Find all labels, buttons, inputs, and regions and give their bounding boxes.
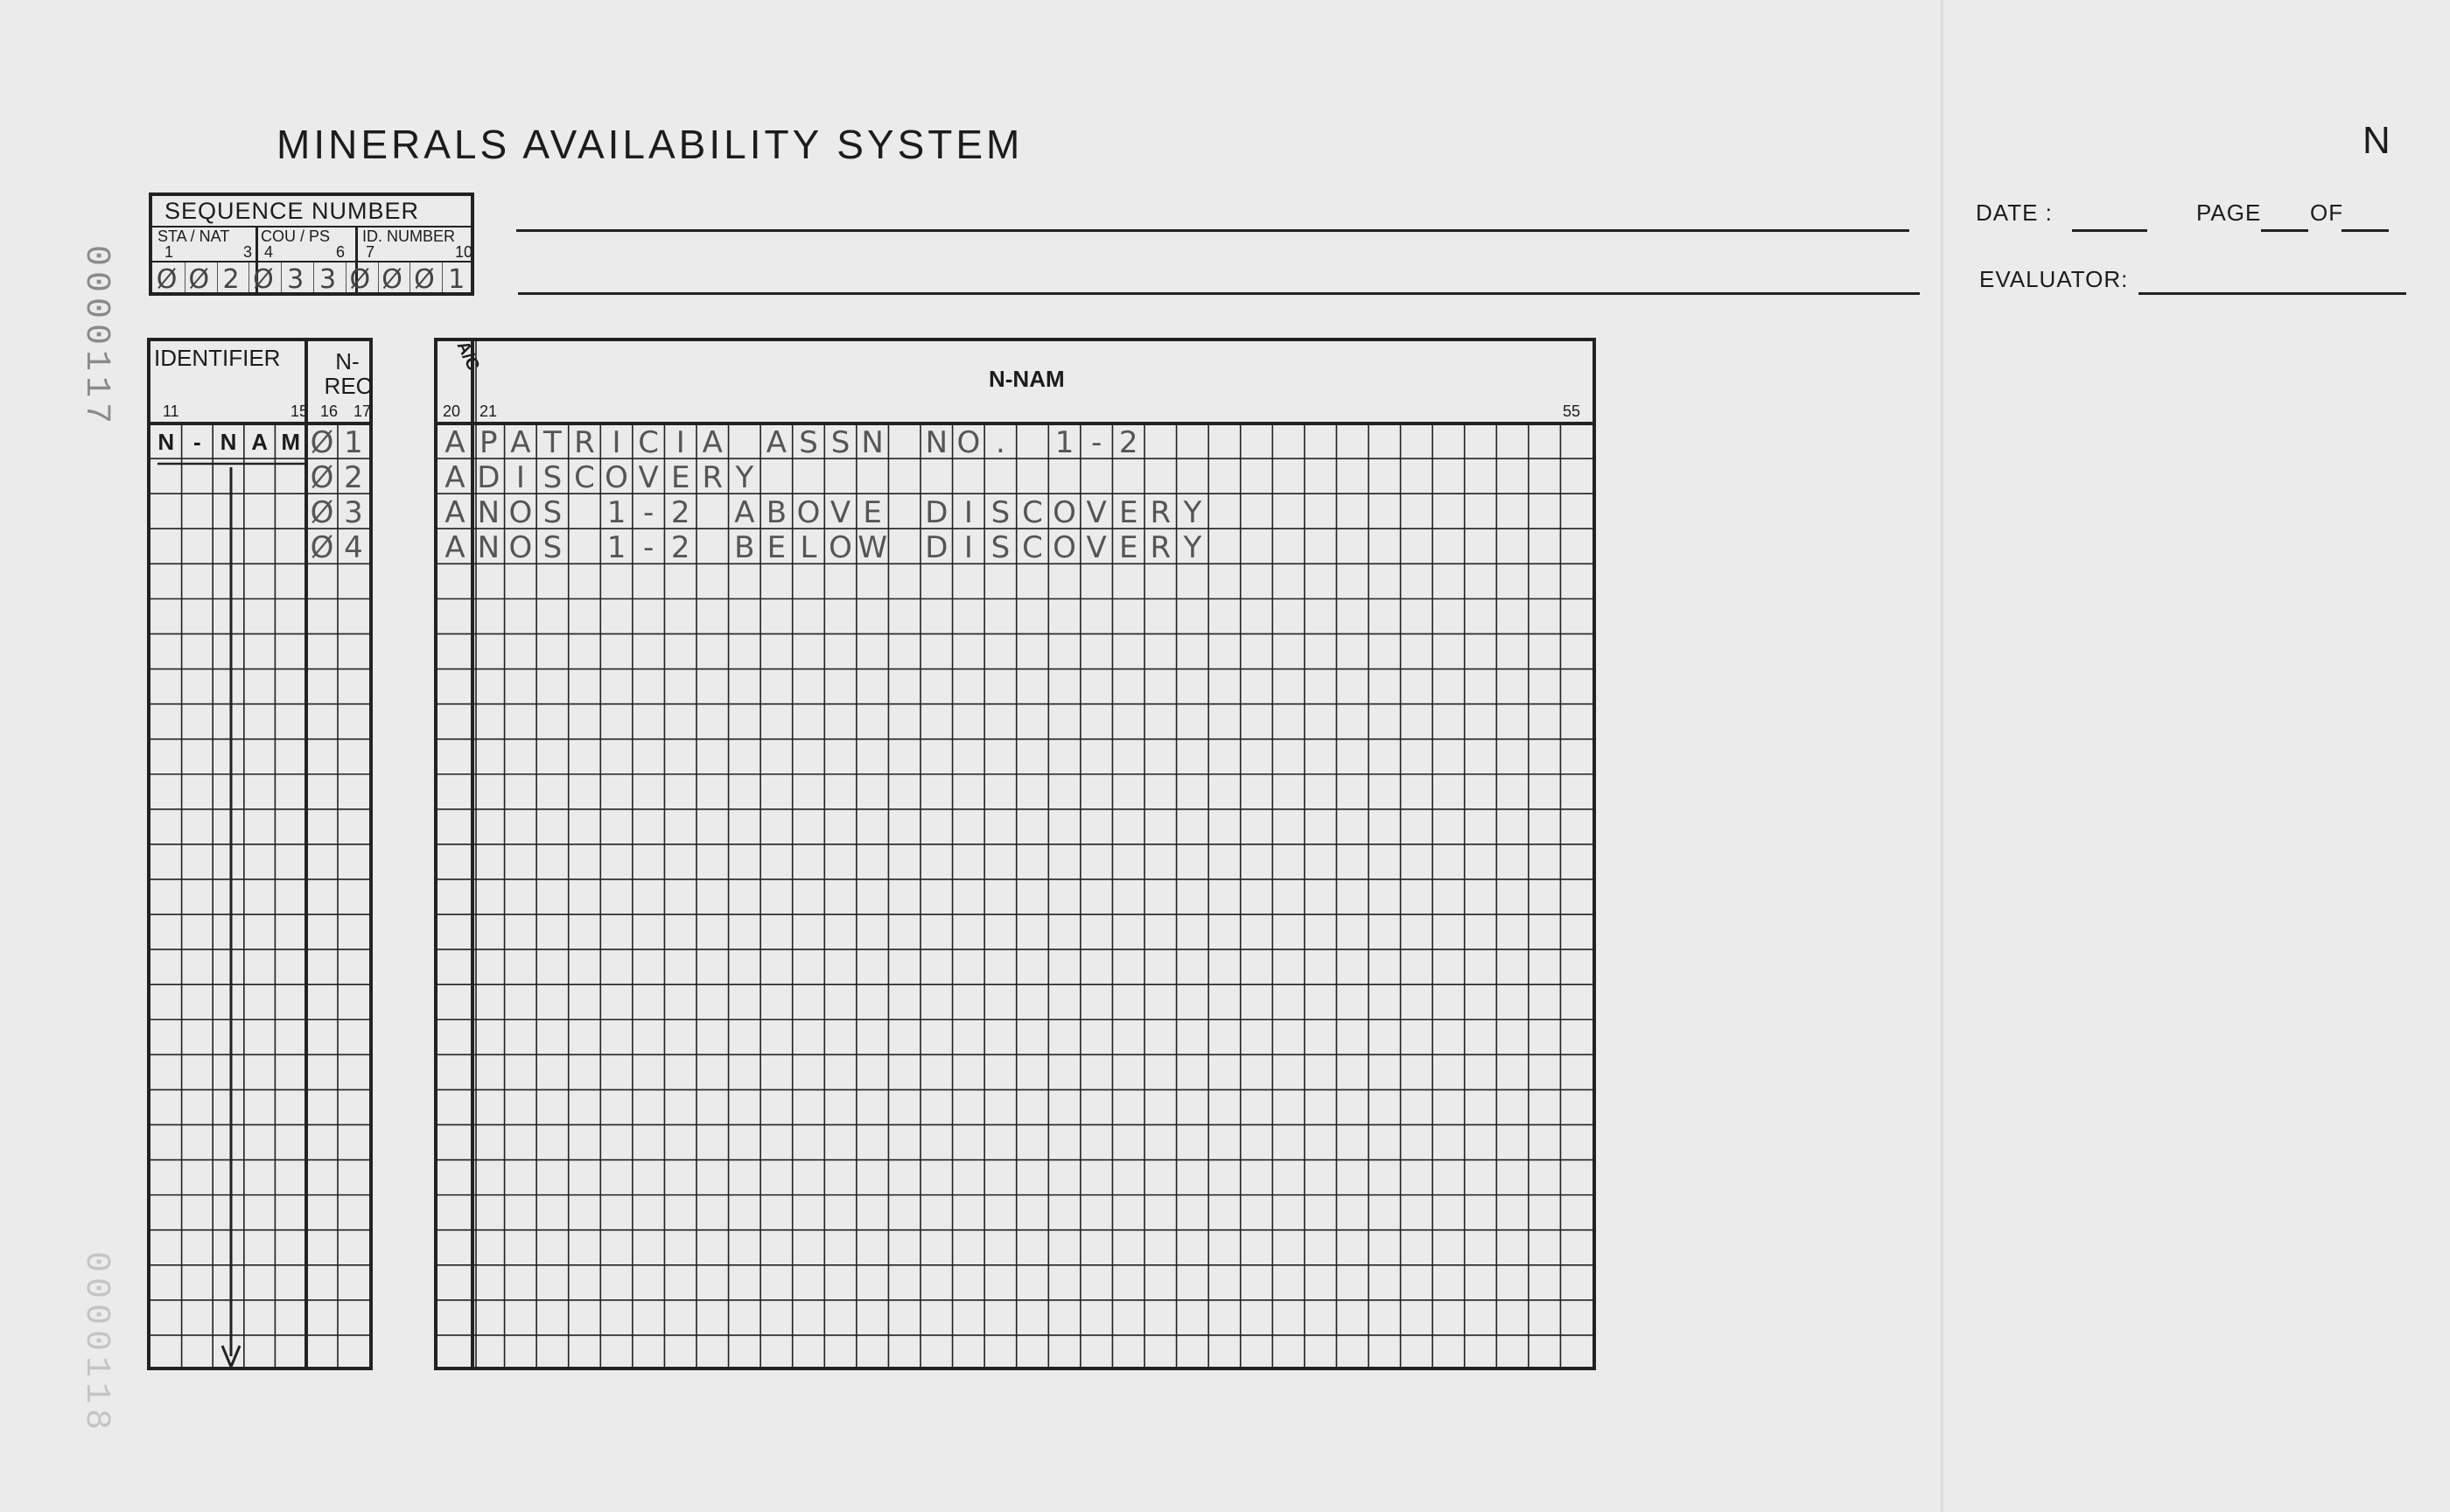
sequence-digit: Ø <box>188 264 210 295</box>
nnam-cell: Y <box>1183 495 1202 531</box>
page-label: PAGE <box>2196 200 2262 226</box>
nnam-cell: I <box>515 460 525 496</box>
nnam-cell: P <box>480 425 498 460</box>
cou-label: COU / PS <box>261 228 331 245</box>
nnam-cell: Y <box>1183 530 1202 566</box>
date-label: DATE : <box>1976 200 2053 226</box>
identifier-col-start: 11 <box>163 402 179 420</box>
nnam-cell: O <box>829 530 852 566</box>
nnam-cell: N <box>477 495 500 531</box>
nnam-cell: B <box>766 495 788 531</box>
nnam-cell: C <box>1022 530 1043 566</box>
nnam-cell: E <box>766 530 787 566</box>
nrec-cell: Ø <box>310 460 334 496</box>
nnam-cell: D <box>925 530 948 566</box>
nnam-cell: E <box>1118 495 1138 531</box>
nnam-cell: - <box>642 530 654 566</box>
nnam-col-start: 21 <box>480 402 498 420</box>
nrec-col-start: 16 <box>320 402 339 420</box>
nrec-header-line2: REC <box>324 373 373 399</box>
side-stamp: 0000117 <box>76 245 116 430</box>
nnam-cell: O <box>605 460 628 496</box>
nnam-cell: C <box>638 425 659 460</box>
id-col-start: 7 <box>366 243 375 261</box>
nnam-cell: V <box>1086 530 1107 566</box>
nrec-cell: 3 <box>344 495 363 531</box>
sequence-digit: Ø <box>414 264 435 295</box>
nrec-cell: 4 <box>344 530 363 566</box>
sequence-title: SEQUENCE NUMBER <box>164 198 420 224</box>
nnam-cell: A <box>702 425 723 460</box>
nnam-cell: - <box>642 495 654 531</box>
nnam-cell: . <box>996 425 1005 460</box>
nnam-cell: 2 <box>670 530 690 566</box>
nrec-cell: Ø <box>310 530 334 566</box>
nnam-cell: W <box>858 530 887 566</box>
sequence-digit: Ø <box>253 264 274 295</box>
nnam-cell: S <box>990 530 1011 566</box>
sequence-digit: Ø <box>349 264 371 295</box>
ac-col: 20 <box>443 402 461 420</box>
nnam-cell: D <box>477 460 500 496</box>
nnam-cell: 1 <box>606 495 626 531</box>
id-col-end: 10 <box>455 243 473 261</box>
nnam-cell: 2 <box>670 495 690 531</box>
form-title: MINERALS AVAILABILITY SYSTEM <box>276 122 1024 167</box>
nnam-cell: V <box>638 460 659 496</box>
nnam-cell: V <box>830 495 851 531</box>
identifier-cell: M <box>281 429 301 455</box>
nnam-cell: C <box>574 460 595 496</box>
evaluator-label: EVALUATOR: <box>1979 266 2129 292</box>
nnam-cell: A <box>734 495 755 531</box>
nnam-cell: S <box>830 425 850 460</box>
sequence-digit: 1 <box>448 264 466 295</box>
nnam-cell: S <box>990 495 1011 531</box>
nnam-cell: I <box>676 425 685 460</box>
nrec-cell: 2 <box>344 460 363 496</box>
nnam-cell: I <box>963 530 973 566</box>
nnam-cell: N <box>477 530 500 566</box>
nrec-cell: Ø <box>310 495 334 531</box>
nnam-cell: - <box>1090 425 1102 460</box>
identifier-cell: N <box>158 429 175 455</box>
sequence-digit: Ø <box>156 264 178 295</box>
cou-col-start: 4 <box>264 243 274 261</box>
nnam-header: N-NAM <box>989 366 1065 392</box>
nnam-cell: 2 <box>1118 425 1138 460</box>
sequence-digit: 3 <box>287 264 304 295</box>
nnam-cell: S <box>542 460 563 496</box>
nnam-cell: R <box>574 425 595 460</box>
cou-col-end: 6 <box>336 243 346 261</box>
nnam-cell: E <box>863 495 882 531</box>
nnam-cell: A <box>510 425 531 460</box>
nnam-cell: A <box>766 425 788 460</box>
sta-col-end: 3 <box>243 243 253 261</box>
nnam-cell: I <box>963 495 973 531</box>
nnam-cell: V <box>1086 495 1107 531</box>
nnam-cell: C <box>1022 495 1043 531</box>
nnam-cell: R <box>1150 495 1172 531</box>
nnam-cell: O <box>508 495 533 531</box>
nnam-cell: I <box>612 425 621 460</box>
nnam-cell: D <box>925 495 948 531</box>
nnam-cell: S <box>542 495 563 531</box>
sta-label: STA / NAT <box>158 228 230 245</box>
nnam-cell: E <box>1118 530 1138 566</box>
nnam-cell: T <box>543 425 562 460</box>
ac-cell: A <box>444 530 466 566</box>
sequence-digit: 3 <box>318 264 337 295</box>
nrec-cell: 1 <box>344 425 363 460</box>
nnam-cell: Y <box>735 460 754 496</box>
form-code: N <box>2362 119 2390 162</box>
identifier-col-end: 15 <box>290 402 309 420</box>
nnam-cell: O <box>1053 495 1076 531</box>
nnam-cell: O <box>1053 530 1076 566</box>
side-stamp-faint: 0000118 <box>76 1251 116 1436</box>
identifier-cell: N <box>220 429 237 455</box>
nnam-cell: E <box>670 460 690 496</box>
ac-cell: A <box>444 425 466 460</box>
ac-cell: A <box>444 460 466 496</box>
nnam-cell: O <box>956 425 981 460</box>
sta-col-start: 1 <box>164 243 174 261</box>
nrec-cell: Ø <box>310 425 334 460</box>
nnam-col-end: 55 <box>1563 402 1581 420</box>
nnam-cell: S <box>542 530 563 566</box>
nnam-cell: R <box>702 460 724 496</box>
nrec-header-line1: N- <box>335 348 360 374</box>
nnam-cell: 1 <box>1054 425 1074 460</box>
nrec-col-end: 17 <box>354 402 372 420</box>
sequence-digit: Ø <box>382 264 402 295</box>
id-number-label: ID. NUMBER <box>362 228 456 245</box>
ac-header: A/C <box>452 338 484 374</box>
identifier-header: IDENTIFIER <box>154 345 281 371</box>
identifier-cell: A <box>251 429 268 455</box>
nnam-cell: R <box>1150 530 1172 566</box>
nnam-cell: N <box>861 425 884 460</box>
nnam-cell: S <box>799 425 818 460</box>
nnam-cell: O <box>796 495 821 531</box>
of-label: OF <box>2310 200 2344 226</box>
ac-cell: A <box>444 495 466 531</box>
nnam-cell: N <box>925 425 948 460</box>
nnam-cell: O <box>508 530 533 566</box>
nnam-cell: L <box>800 530 817 566</box>
identifier-cell: - <box>193 429 201 455</box>
sequence-digit: 2 <box>222 264 240 295</box>
nnam-cell: 1 <box>606 530 626 566</box>
nnam-cell: B <box>734 530 755 566</box>
